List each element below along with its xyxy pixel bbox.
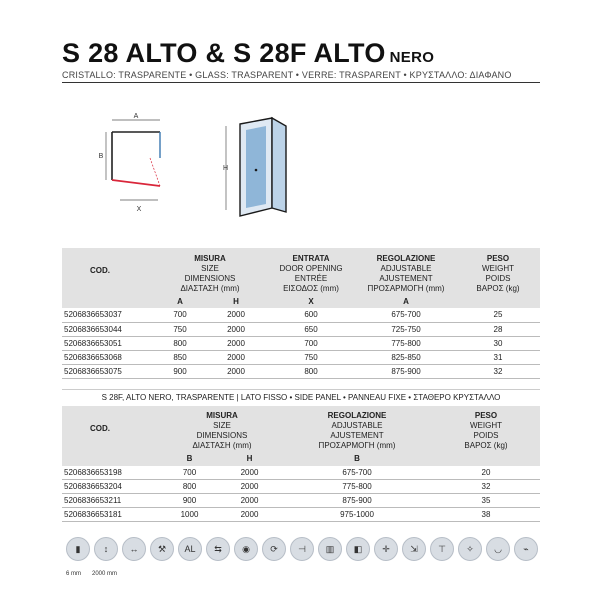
entrata-gr: ΕΙΣΟΔΟΣ (mm) bbox=[283, 284, 339, 293]
peso2-en: WEIGHT bbox=[470, 420, 502, 430]
cell-b: 700 bbox=[162, 466, 217, 480]
adjustment-icon: ✛ bbox=[374, 537, 398, 561]
regolazione-en: ADJUSTABLE bbox=[380, 264, 432, 273]
side-panel-table-row bbox=[62, 480, 540, 494]
sub-empty bbox=[456, 294, 540, 308]
cell-cod: 5206836653037 bbox=[62, 308, 154, 322]
cell-reg: 775-800 bbox=[282, 480, 432, 494]
reversible-icon: ↔ bbox=[122, 537, 146, 561]
sub-a: A bbox=[177, 296, 183, 306]
col-cod: COD. bbox=[90, 266, 110, 275]
height-label: 2000 mm bbox=[92, 571, 118, 577]
seal-icon: ⌁ bbox=[514, 537, 538, 561]
side-panel-table bbox=[62, 389, 540, 522]
cell-a: 700 bbox=[154, 308, 206, 322]
col2-cod: COD. bbox=[90, 423, 110, 433]
regolazione-gr: ΠΡΟΣΑΡΜΟΓΗ (mm) bbox=[367, 284, 445, 293]
cell-cod: 5206836653211 bbox=[62, 494, 162, 508]
side-panel-table-header bbox=[62, 406, 540, 452]
sub-x: X bbox=[308, 296, 314, 306]
door-table-header bbox=[62, 248, 540, 294]
cell-h: 2000 bbox=[206, 308, 266, 322]
col-peso bbox=[456, 248, 540, 294]
door-table-subheader bbox=[62, 294, 540, 308]
cell-reg: 825-850 bbox=[356, 350, 456, 364]
cell-x: 600 bbox=[266, 308, 356, 322]
product-title-text: S 28 ALTO & S 28F ALTO bbox=[62, 38, 386, 68]
regolazione2-gr: ΠΡΟΣΑΡΜΟΓΗ (mm) bbox=[318, 440, 396, 450]
peso-fr: POIDS bbox=[485, 274, 511, 283]
glass-thickness-label: 6 mm bbox=[66, 571, 81, 577]
cell-x: 750 bbox=[266, 350, 356, 364]
height-icon: ↕ bbox=[94, 537, 118, 561]
door-panel bbox=[112, 180, 160, 186]
door-table-row bbox=[62, 322, 540, 336]
cell-peso: 31 bbox=[456, 350, 540, 364]
glass-thickness-icon: ▮ bbox=[66, 537, 90, 561]
cell-h: 2000 bbox=[206, 336, 266, 350]
wall-profile-icon: ▥ bbox=[318, 537, 342, 561]
peso2-fr: POIDS bbox=[473, 430, 499, 440]
sub2-h: H bbox=[246, 454, 253, 463]
regolazione2-it: REGOLAZIONE bbox=[327, 410, 387, 420]
misura2-gr: ΔΙΑΣΤΑΣΗ (mm) bbox=[192, 440, 252, 450]
peso2-it: PESO bbox=[474, 410, 498, 420]
product-title bbox=[62, 38, 434, 69]
installation-icon: ⇲ bbox=[402, 537, 426, 561]
door-handle bbox=[255, 169, 258, 172]
cell-peso: 32 bbox=[456, 364, 540, 378]
shower-tray-icon: ◡ bbox=[486, 537, 510, 561]
header-divider bbox=[62, 82, 540, 83]
door-table-row bbox=[62, 308, 540, 322]
cell-h: 2000 bbox=[217, 494, 282, 508]
magnetic-seal-icon: ◧ bbox=[346, 537, 370, 561]
cell-b: 800 bbox=[162, 480, 217, 494]
misura-fr: DIMENSIONS bbox=[184, 274, 236, 283]
perspective-diagram bbox=[222, 112, 292, 224]
cell-peso: 20 bbox=[432, 466, 540, 480]
sub2-reg: B bbox=[354, 454, 360, 463]
cell-peso: 35 bbox=[432, 494, 540, 508]
cell-cod: 5206836653204 bbox=[62, 480, 162, 494]
product-finish: NERO bbox=[389, 49, 435, 66]
glass-fitting-icon: ⊤ bbox=[430, 537, 454, 561]
cell-h: 2000 bbox=[206, 350, 266, 364]
cell-reg: 675-700 bbox=[356, 308, 456, 322]
regolazione2-en: ADJUSTABLE bbox=[331, 420, 383, 430]
plan-diagram bbox=[98, 110, 178, 220]
misura-gr: ΔΙΑΣΤΑΣΗ (mm) bbox=[180, 284, 240, 293]
cell-x: 800 bbox=[266, 364, 356, 378]
cell-x: 650 bbox=[266, 322, 356, 336]
cell-reg: 975-1000 bbox=[282, 508, 432, 522]
cell-h: 2000 bbox=[217, 480, 282, 494]
sub-h: H bbox=[233, 296, 239, 306]
misura2-fr: DIMENSIONS bbox=[196, 430, 248, 440]
sub-empty bbox=[62, 294, 154, 308]
glass-subtitle: CRISTALLO: TRASPARENTE • GLASS: TRASPARENT • VERRE: TRASPARENT • ΚΡΥΣΤΑΛΛΟ: ΔΙΑΦΑΝΟ bbox=[62, 70, 512, 80]
sub2-empty bbox=[432, 452, 540, 466]
col2-peso bbox=[432, 406, 540, 452]
glass-door bbox=[246, 126, 266, 208]
cell-h: 2000 bbox=[206, 364, 266, 378]
door-table bbox=[62, 248, 540, 379]
cell-cod: 5206836653068 bbox=[62, 350, 154, 364]
tool-icon: ⚒ bbox=[150, 537, 174, 561]
label-b: B bbox=[98, 153, 104, 160]
cell-x: 700 bbox=[266, 336, 356, 350]
cell-peso: 28 bbox=[456, 322, 540, 336]
cell-peso: 32 bbox=[432, 480, 540, 494]
door-table-row bbox=[62, 364, 540, 378]
aluminium-profile-icon: AL bbox=[178, 537, 202, 561]
label-h: H bbox=[223, 165, 229, 172]
side-panel-table-row bbox=[62, 466, 540, 480]
cell-a: 800 bbox=[154, 336, 206, 350]
cell-a: 850 bbox=[154, 350, 206, 364]
cell-reg: 875-900 bbox=[282, 494, 432, 508]
cell-h: 2000 bbox=[206, 322, 266, 336]
door-opening-icon: ⇆ bbox=[206, 537, 230, 561]
sub-reg: A bbox=[403, 296, 409, 306]
cell-a: 900 bbox=[154, 364, 206, 378]
misura-en: SIZE bbox=[201, 264, 219, 273]
cell-cod: 5206836653075 bbox=[62, 364, 154, 378]
sub2-empty bbox=[62, 452, 162, 466]
cell-peso: 25 bbox=[456, 308, 540, 322]
entrata-en: DOOR OPENING bbox=[279, 264, 343, 273]
hinge-icon: ⊣ bbox=[290, 537, 314, 561]
misura2-en: SIZE bbox=[213, 420, 231, 430]
cell-cod: 5206836653198 bbox=[62, 466, 162, 480]
cell-cod: 5206836653044 bbox=[62, 322, 154, 336]
side-panel-table-row bbox=[62, 494, 540, 508]
col-misura bbox=[154, 248, 266, 294]
peso-it: PESO bbox=[486, 254, 510, 263]
peso-en: WEIGHT bbox=[482, 264, 514, 273]
cell-b: 900 bbox=[162, 494, 217, 508]
side-panel-caption-row bbox=[62, 390, 540, 406]
cell-reg: 675-700 bbox=[282, 466, 432, 480]
cell-reg: 875-900 bbox=[356, 364, 456, 378]
side-panel-table-row bbox=[62, 508, 540, 522]
peso-gr: ΒΑΡΟΣ (kg) bbox=[476, 284, 520, 293]
misura2-it: MISURA bbox=[206, 410, 238, 420]
regolazione-it: REGOLAZIONE bbox=[376, 254, 436, 263]
cell-b: 1000 bbox=[162, 508, 217, 522]
easy-clean-icon: ✧ bbox=[458, 537, 482, 561]
front-panel bbox=[272, 118, 286, 212]
label-a: A bbox=[133, 113, 139, 120]
side-panel-caption: S 28F, ALTO NERO, TRASPARENTE | LATO FISSO • SIDE PANEL • PANNEAU FIXE • ΣΤΑΘΕΡΟ ΚΡΥΣΤΑΛΛΟ bbox=[62, 390, 540, 406]
peso2-gr: ΒΑΡΟΣ (kg) bbox=[464, 440, 508, 450]
col-regolazione bbox=[356, 248, 456, 294]
cell-h: 2000 bbox=[217, 508, 282, 522]
pivot-icon: ◉ bbox=[234, 537, 258, 561]
label-x: X bbox=[136, 206, 142, 213]
door-table-row bbox=[62, 336, 540, 350]
cell-cod: 5206836653051 bbox=[62, 336, 154, 350]
cell-reg: 725-750 bbox=[356, 322, 456, 336]
sub2-b: B bbox=[186, 454, 193, 463]
cell-cod: 5206836653181 bbox=[62, 508, 162, 522]
cell-peso: 38 bbox=[432, 508, 540, 522]
col2-regolazione bbox=[282, 406, 432, 452]
regolazione-fr: AJUSTEMENT bbox=[379, 274, 433, 283]
cell-peso: 30 bbox=[456, 336, 540, 350]
misura-it: MISURA bbox=[194, 254, 226, 263]
rotation-icon: ⟳ bbox=[262, 537, 286, 561]
feature-icons bbox=[62, 537, 540, 577]
cell-reg: 775-800 bbox=[356, 336, 456, 350]
side-panel-table-subheader bbox=[62, 452, 540, 466]
door-table-row bbox=[62, 350, 540, 364]
entrata-it: ENTRATA bbox=[292, 254, 330, 263]
door-swing bbox=[150, 158, 160, 186]
cell-h: 2000 bbox=[217, 466, 282, 480]
col2-misura bbox=[162, 406, 282, 452]
cell-a: 750 bbox=[154, 322, 206, 336]
entrata-fr: ENTRÉE bbox=[294, 274, 328, 283]
regolazione2-fr: AJUSTEMENT bbox=[330, 430, 384, 440]
col-entrata bbox=[266, 248, 356, 294]
